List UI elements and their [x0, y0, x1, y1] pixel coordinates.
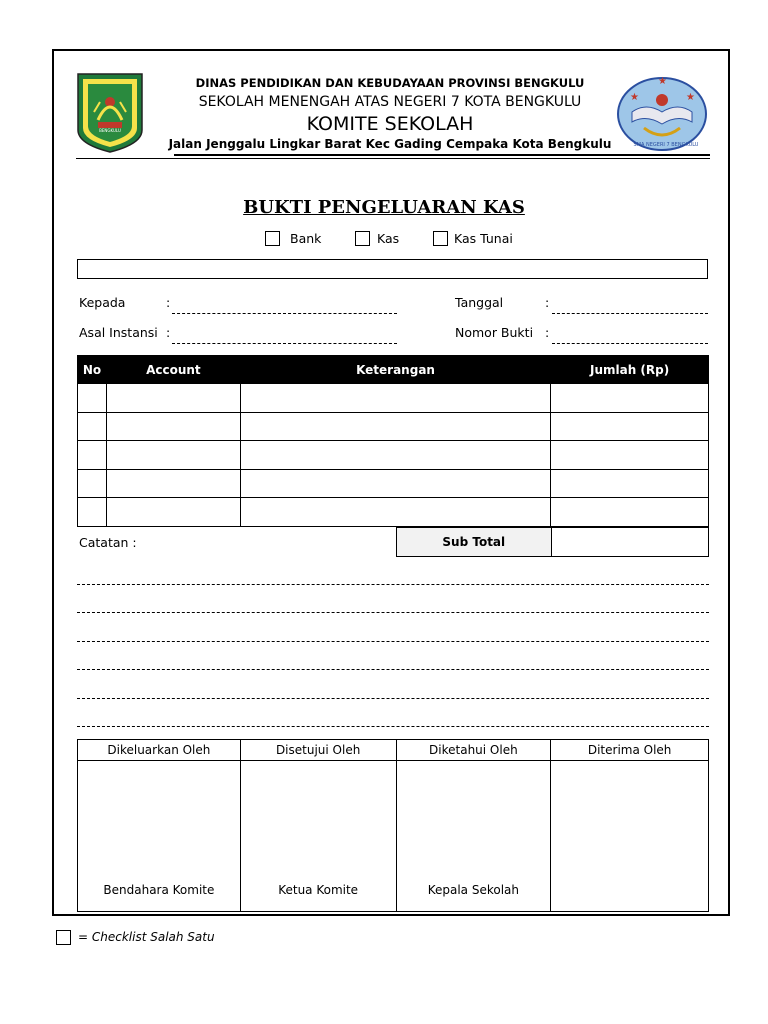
nomor-bukti-label: Nomor Bukti: [455, 325, 534, 340]
sign-penerima[interactable]: [551, 761, 709, 912]
col-keterangan: Keterangan: [240, 356, 550, 384]
keterangan-cell[interactable]: [240, 412, 550, 441]
tanggal-field[interactable]: [552, 313, 708, 314]
kas-checkbox[interactable]: [355, 231, 370, 246]
no-cell[interactable]: [78, 498, 107, 527]
keterangan-cell[interactable]: [240, 384, 550, 413]
account-cell[interactable]: [106, 441, 240, 470]
notes-line[interactable]: [77, 698, 709, 699]
no-cell[interactable]: [78, 384, 107, 413]
tanggal-colon: :: [545, 295, 550, 310]
table-row: [78, 412, 709, 441]
notes-line[interactable]: [77, 726, 709, 727]
svg-text:★: ★: [686, 92, 695, 103]
sign-header-diterima: Diterima Oleh: [551, 740, 709, 761]
nomor-bukti-field[interactable]: [552, 343, 708, 344]
keterangan-cell[interactable]: [240, 498, 550, 527]
sign-ketua[interactable]: Ketua Komite: [240, 761, 396, 912]
asal-instansi-field[interactable]: [172, 343, 397, 344]
asal-instansi-label: Asal Instansi: [79, 325, 158, 340]
notes-label: Catatan :: [79, 535, 137, 550]
svg-text:★: ★: [658, 76, 667, 87]
kas-tunai-label: Kas Tunai: [454, 231, 513, 246]
subtotal-table: [396, 527, 709, 557]
header-address: Jalan Jenggalu Lingkar Barat Kec Gading Cempaka Kota Bengkulu: [168, 137, 612, 151]
kepada-colon: :: [166, 295, 171, 310]
table-row: [78, 441, 709, 470]
notes-line[interactable]: [77, 584, 709, 585]
col-account: Account: [106, 356, 240, 384]
legend-checkbox-icon: [56, 930, 71, 945]
account-cell[interactable]: [106, 469, 240, 498]
header-line3: KOMITE SEKOLAH: [306, 113, 474, 135]
col-jumlah: Jumlah (Rp): [551, 356, 709, 384]
signature-table: [77, 739, 709, 912]
no-cell[interactable]: [78, 441, 107, 470]
header-line1: DINAS PENDIDIKAN DAN KEBUDAYAAN PROVINSI BENGKULU: [195, 76, 585, 90]
sign-bendahara[interactable]: Bendahara Komite: [78, 761, 241, 912]
kepada-field[interactable]: [172, 313, 397, 314]
account-cell[interactable]: [106, 384, 240, 413]
nomor-bukti-colon: :: [545, 325, 550, 340]
subtotal-value[interactable]: [551, 528, 708, 557]
header-divider-thin: [76, 158, 710, 159]
tanggal-label: Tanggal: [455, 295, 504, 310]
blank-input-box[interactable]: [77, 259, 708, 279]
account-cell[interactable]: [106, 412, 240, 441]
jumlah-cell[interactable]: [551, 412, 709, 441]
header-divider-thick: [174, 154, 710, 156]
no-cell[interactable]: [78, 469, 107, 498]
table-row: [78, 384, 709, 413]
col-no: No: [78, 356, 107, 384]
legend-text: = Checklist Salah Satu: [78, 930, 215, 944]
keterangan-cell[interactable]: [240, 441, 550, 470]
kas-label: Kas: [377, 231, 400, 246]
signature-header-row: [78, 740, 709, 761]
sign-kepala[interactable]: Kepala Sekolah: [396, 761, 551, 912]
keterangan-cell[interactable]: [240, 469, 550, 498]
province-crest-icon: [76, 72, 144, 154]
school-logo-label: SMA NEGERI 7 BENGKULU: [633, 142, 699, 148]
notes-line[interactable]: [77, 669, 709, 670]
province-logo-label: BENGKULU: [99, 128, 121, 133]
header-line2: SEKOLAH MENENGAH ATAS NEGERI 7 KOTA BENGKULU: [198, 94, 582, 110]
jumlah-cell[interactable]: [551, 441, 709, 470]
jumlah-cell[interactable]: [551, 498, 709, 527]
transaction-table: [77, 355, 709, 527]
jumlah-cell[interactable]: [551, 384, 709, 413]
kas-tunai-checkbox[interactable]: [433, 231, 448, 246]
no-cell[interactable]: [78, 412, 107, 441]
sign-header-disetujui: Disetujui Oleh: [240, 740, 396, 761]
jumlah-cell[interactable]: [551, 469, 709, 498]
sign-header-dikeluarkan: Dikeluarkan Oleh: [78, 740, 241, 761]
asal-instansi-colon: :: [166, 325, 171, 340]
document-title: BUKTI PENGELUARAN KAS: [243, 197, 525, 218]
table-header-row: [78, 356, 709, 384]
table-row: [78, 469, 709, 498]
subtotal-label: Sub Total: [397, 528, 552, 557]
notes-line[interactable]: [77, 612, 709, 613]
svg-text:★: ★: [630, 92, 639, 103]
bank-checkbox[interactable]: [265, 231, 280, 246]
table-row: [78, 498, 709, 527]
kepada-label: Kepada: [79, 295, 126, 310]
bank-label: Bank: [290, 231, 322, 246]
signature-row: [78, 761, 709, 912]
account-cell[interactable]: [106, 498, 240, 527]
notes-line[interactable]: [77, 641, 709, 642]
province-logo: [76, 72, 144, 154]
sign-header-diketahui: Diketahui Oleh: [396, 740, 551, 761]
